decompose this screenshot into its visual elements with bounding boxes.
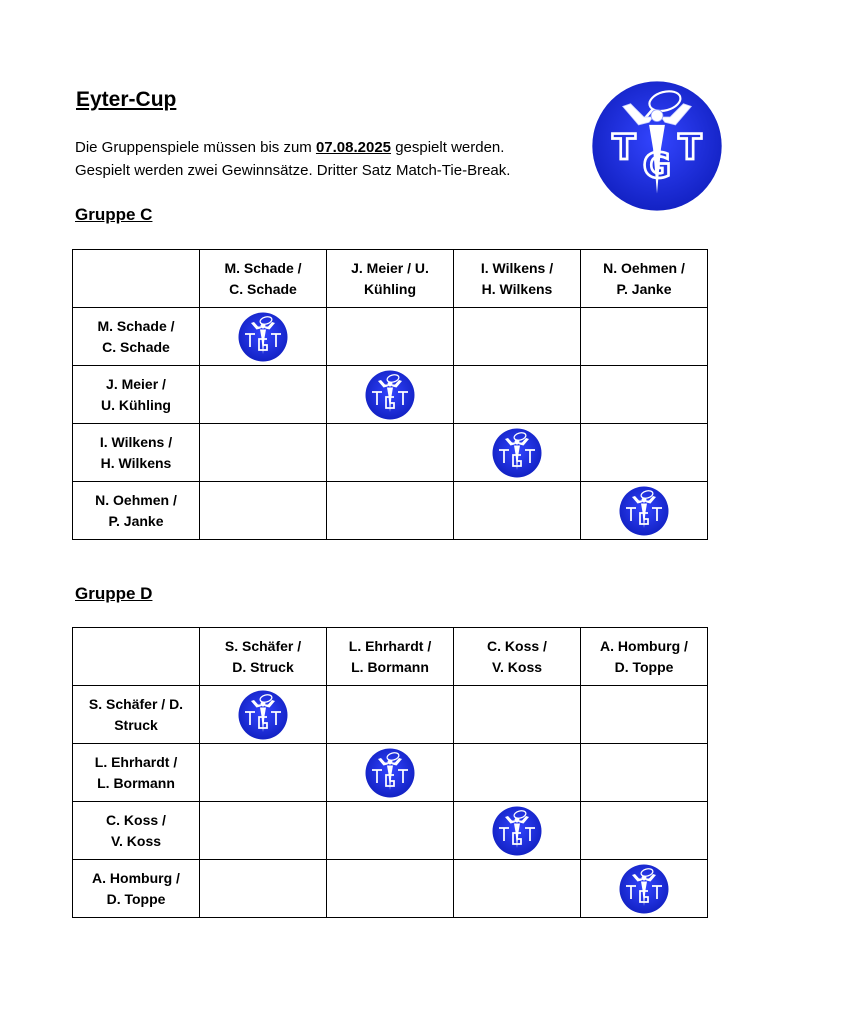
result-cell[interactable] [327, 424, 454, 482]
header-row [73, 628, 708, 686]
row-header: L. Ehrhardt / L. Bormann [73, 744, 200, 802]
result-cell[interactable] [200, 366, 327, 424]
row-header: C. Koss / V. Koss [73, 802, 200, 860]
deadline-date: 07.08.2025 [315, 139, 392, 156]
page-title: Eyter-Cup [76, 88, 177, 111]
row-header: I. Wilkens / H. Wilkens [73, 424, 200, 482]
diagonal-logo-cell [200, 308, 327, 366]
table-row [73, 802, 708, 860]
intro-text [75, 136, 510, 182]
diagonal-logo-cell [454, 424, 581, 482]
diagonal-logo-cell [581, 482, 708, 540]
result-cell[interactable] [327, 802, 454, 860]
header-row [73, 250, 708, 308]
result-cell[interactable] [327, 308, 454, 366]
col-header: N. Oehmen / P. Janke [581, 250, 708, 308]
row-header: A. Homburg / D. Toppe [73, 860, 200, 918]
diagonal-logo-cell [454, 802, 581, 860]
table-row [73, 424, 708, 482]
diagonal-logo-cell [327, 744, 454, 802]
col-header: I. Wilkens / H. Wilkens [454, 250, 581, 308]
tgt-logo-icon [619, 864, 669, 914]
result-cell[interactable] [581, 744, 708, 802]
col-header: A. Homburg / D. Toppe [581, 628, 708, 686]
tgt-logo-icon [492, 428, 542, 478]
col-header: L. Ehrhardt / L. Bormann [327, 628, 454, 686]
result-cell[interactable] [454, 482, 581, 540]
result-cell[interactable] [200, 744, 327, 802]
result-cell[interactable] [581, 308, 708, 366]
tgt-logo-icon [492, 806, 542, 856]
result-cell[interactable] [581, 802, 708, 860]
group-d-table [72, 627, 708, 918]
col-header: C. Koss / V. Koss [454, 628, 581, 686]
result-cell[interactable] [581, 366, 708, 424]
intro-line-1-pre: Die Gruppenspiele müssen bis zum [75, 139, 316, 156]
result-cell[interactable] [454, 744, 581, 802]
result-cell[interactable] [327, 860, 454, 918]
corner-cell [73, 250, 200, 308]
row-header: S. Schäfer / D. Struck [73, 686, 200, 744]
group-c-title: Gruppe C [75, 205, 153, 224]
result-cell[interactable] [200, 424, 327, 482]
tgt-club-logo [591, 80, 723, 212]
table-row [73, 308, 708, 366]
table-row [73, 744, 708, 802]
row-header: N. Oehmen / P. Janke [73, 482, 200, 540]
diagonal-logo-cell [327, 366, 454, 424]
group-d-title: Gruppe D [75, 584, 153, 603]
result-cell[interactable] [454, 686, 581, 744]
intro-line-2: Gespielt werden zwei Gewinnsätze. Dritter Satz Match-Tie-Break. [75, 162, 511, 179]
tgt-logo-icon [238, 312, 288, 362]
result-cell[interactable] [454, 860, 581, 918]
table-row [73, 686, 708, 744]
table-row [73, 366, 708, 424]
tgt-logo-icon [619, 486, 669, 536]
result-cell[interactable] [454, 308, 581, 366]
col-header: S. Schäfer / D. Struck [200, 628, 327, 686]
table-row [73, 482, 708, 540]
row-header: M. Schade / C. Schade [73, 308, 200, 366]
logo-letter-t2: T [678, 128, 702, 169]
col-header: J. Meier / U. Kühling [327, 250, 454, 308]
intro-line-1 [75, 136, 510, 159]
result-cell[interactable] [200, 482, 327, 540]
result-cell[interactable] [454, 366, 581, 424]
result-cell[interactable] [327, 686, 454, 744]
result-cell[interactable] [327, 482, 454, 540]
diagonal-logo-cell [200, 686, 327, 744]
result-cell[interactable] [581, 424, 708, 482]
result-cell[interactable] [200, 802, 327, 860]
table-row [73, 860, 708, 918]
corner-cell [73, 628, 200, 686]
col-header: M. Schade / C. Schade [200, 250, 327, 308]
result-cell[interactable] [581, 686, 708, 744]
result-cell[interactable] [200, 860, 327, 918]
logo-letter-g: G [642, 146, 672, 187]
row-header: J. Meier / U. Kühling [73, 366, 200, 424]
intro-line-1-post: gespielt werden. [391, 139, 505, 156]
tgt-logo-icon [365, 370, 415, 420]
tgt-logo-icon [365, 748, 415, 798]
diagonal-logo-cell [581, 860, 708, 918]
group-c-table [72, 249, 708, 540]
tgt-logo-icon [238, 690, 288, 740]
logo-letter-t1: T [612, 128, 636, 169]
